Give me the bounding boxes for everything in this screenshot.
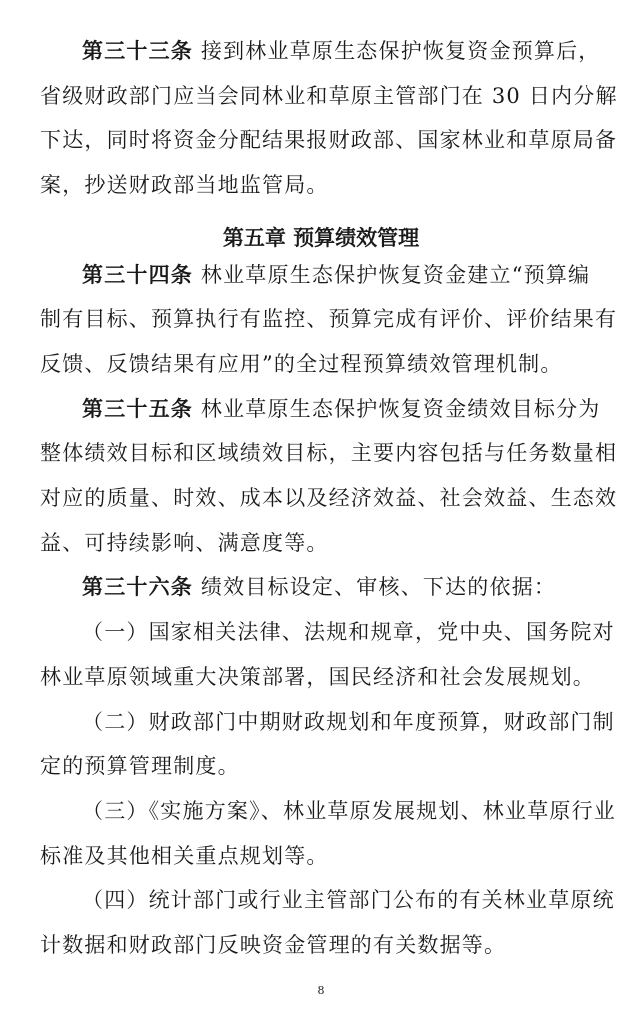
article-35-line-4: 益、可持续影响、满意度等。	[40, 531, 329, 555]
article-33-line-3: 下达，同时将资金分配结果报财政部、国家林业和草原局备	[40, 128, 618, 152]
article-33-line-1: 第三十三条 接到林业草原生态保护恢复资金预算后，	[82, 39, 601, 63]
article-35-label: 第三十五条	[82, 397, 193, 421]
article-36-line-1: 第三十六条 绩效目标设定、审核、下达的依据：	[82, 575, 557, 599]
item-2-line-1: （二）财政部门中期财政规划和年度预算，财政部门制	[82, 710, 615, 734]
item-1-line-1: （一）国家相关法律、法规和规章，党中央、国务院对	[82, 620, 615, 644]
article-35-line-1: 第三十五条 林业草原生态保护恢复资金绩效目标分为	[82, 397, 601, 421]
article-34-line-3: 反馈、反馈结果有应用”的全过程预算绩效管理机制。	[40, 352, 563, 376]
article-33-label: 第三十三条	[82, 39, 193, 63]
item-4-line-1: （四）统计部门或行业主管部门公布的有关林业草原统	[82, 888, 615, 912]
item-3-line-1: （三）《实施方案》、林业草原发展规划、林业草原行业	[82, 799, 616, 823]
item-2-line-2: 定的预算管理制度。	[40, 754, 240, 778]
article-33-line-2: 省级财政部门应当会同林业和草原主管部门在 30 日内分解	[40, 84, 618, 108]
chapter-heading: 第五章 预算绩效管理	[222, 226, 420, 250]
article-35-line-3: 对应的质量、时效、成本以及经济效益、社会效益、生态效	[40, 486, 618, 510]
article-34-line-1: 第三十四条 林业草原生态保护恢复资金建立“预算编	[82, 263, 591, 287]
page-number: 8	[317, 984, 325, 997]
item-1-line-2: 林业草原领域重大决策部署，国民经济和社会发展规划。	[40, 665, 595, 689]
item-4-line-2: 计数据和财政部门反映资金管理的有关数据等。	[40, 933, 507, 957]
article-36-label: 第三十六条	[82, 575, 193, 599]
article-34-label: 第三十四条	[82, 263, 193, 287]
item-3-line-2: 标准及其他相关重点规划等。	[40, 844, 329, 868]
article-33-line-4: 案，抄送财政部当地监管局。	[40, 173, 329, 197]
article-35-line-2: 整体绩效目标和区域绩效目标，主要内容包括与任务数量相	[40, 441, 618, 465]
article-34-line-2: 制有目标、预算执行有监控、预算完成有评价、评价结果有	[40, 307, 618, 331]
